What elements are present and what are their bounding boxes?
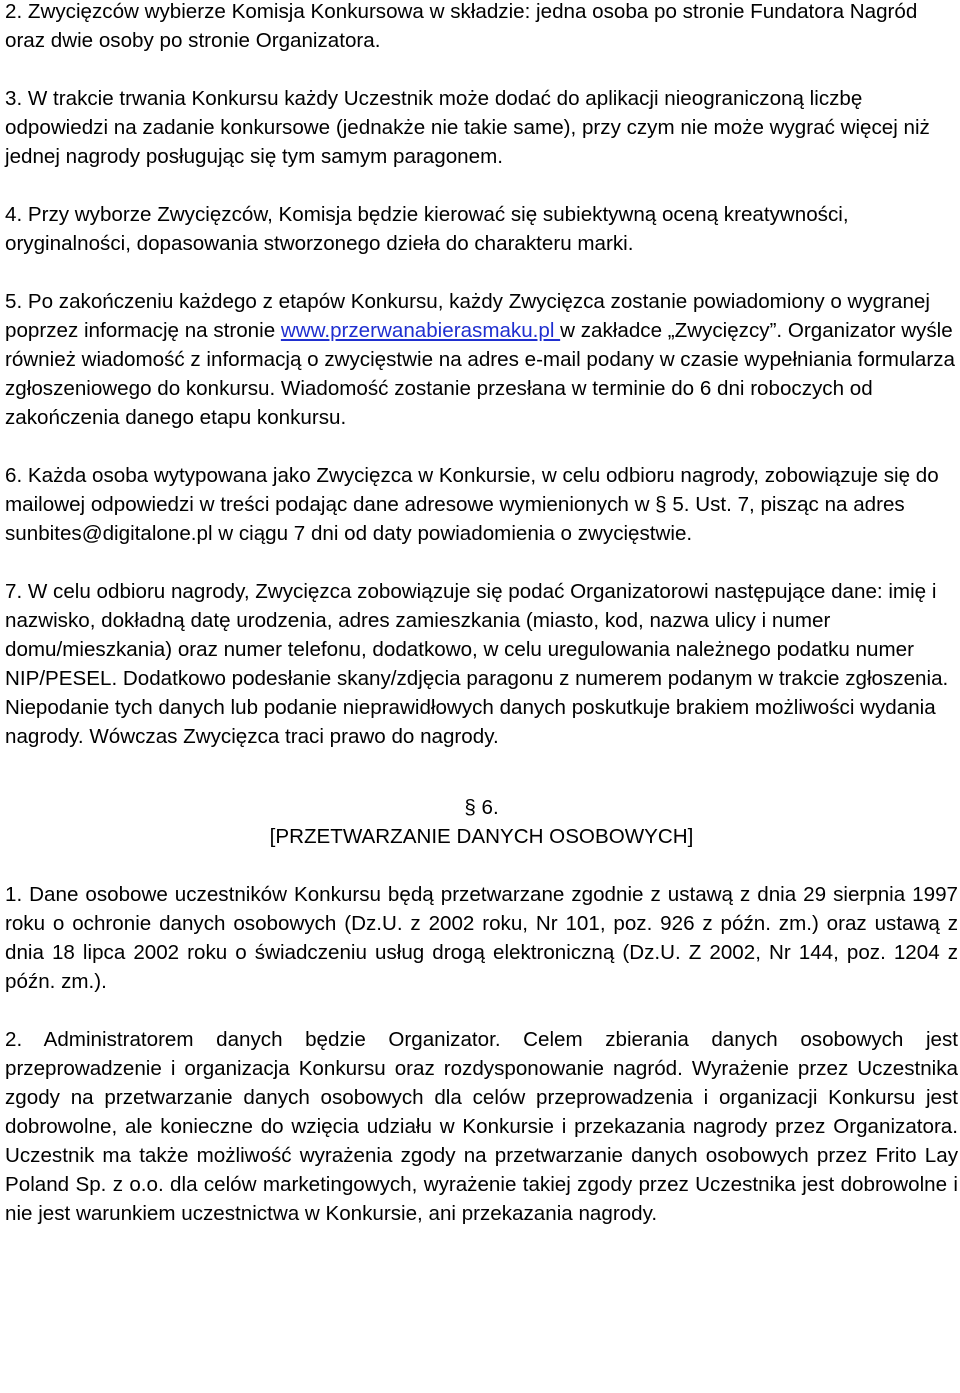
section-heading — [5, 793, 958, 851]
section-6-paragraph-2: 2. Administratorem danych będzie Organizator. Celem zbierania danych osobowych jest przeprowadzenie i organizacja Konkursu oraz rozdysponowanie nagród. Wyrażenie przez Uczestnika zgody na przetwarzanie danych osobowych dla celów przeprowadzenia i organizacji Konkursu jest dobrowolne, ale konieczne do wzięcia udziału w Konkursie i przekazania nagrody przez Organizatora. Uczestnik ma także możliwość wyrażenia zgody na przetwarzanie danych osobowych przez Frito Lay Poland Sp. z o.o. dla celów marketingowych, wyrażenie takiej zgody przez Uczestnika jest dobrowolne i nie jest warunkiem uczestnictwa w Konkursie, ani przekazania nagrody. — [5, 1028, 958, 1225]
paragraph-2: 2. Zwycięzców wybierze Komisja Konkursowa w składzie: jedna osoba po stronie Fundatora Nagród oraz dwie osoby po stronie Organizatora. — [5, 0, 918, 52]
paragraph-5-text-before: 5. Po zakończeniu każdego z etapów Konkursu, każdy Zwycięzca zostanie powiadomiony o wygranej poprzez informację na stronie — [5, 290, 930, 342]
paragraph-7: 7. W celu odbioru nagrody, Zwycięzca zobowiązuje się podać Organizatorowi następujące dane: imię i nazwisko, dokładną datę urodzenia, adres zamieszkania (miasto, kod, nazwa ulicy i numer domu/mieszkania) oraz numer telefonu, dodatkowo, w celu uregulowania należnego podatku numer NIP/PESEL. Dodatkowo podesłanie skany/zdjęcia paragonu z numerem podanym w trakcie zgłoszenia. Niepodanie tych danych lub podanie nieprawidłowych danych poskutkuje brakiem możliwości wydania nagrody. Wówczas Zwycięzca traci prawo do nagrody. — [5, 580, 949, 748]
paragraph-3: 3. W trakcie trwania Konkursu każdy Uczestnik może dodać do aplikacji nieograniczoną liczbę odpowiedzi na zadanie konkursowe (jednakże nie takie same), przy czym nie może wygrać więcej niż jednej nagrody posługując się tym samym paragonem. — [5, 87, 930, 168]
website-link[interactable]: www.przerwanabierasmaku.pl — [280, 319, 561, 342]
section-number: § 6. — [464, 796, 499, 819]
paragraph-5-text-after: w zakładce „Zwycięzcy”. Organizator wyśle również wiadomość z informacją o zwycięstwie na adres e-mail podany w czasie wypełniania formularza zgłoszeniowego do konkursu. Wiadomość zostanie przesłana w terminie do 6 dni roboczych od zakończenia danego etapu konkursu. — [5, 319, 955, 429]
section-6-paragraph-1: 1. Dane osobowe uczestników Konkursu będą przetwarzane zgodnie z ustawą z dnia 29 sierpnia 1997 roku o ochronie danych osobowych (Dz.U. z 2002 roku, Nr 101, poz. 926 z późn. zm.) oraz ustawą z dnia 18 lipca 2002 roku o świadczeniu usług drogą elektroniczną (Dz.U. Z 2002, Nr 144, poz. 1204 z późn. zm.). — [5, 883, 958, 993]
paragraph-5 — [5, 287, 958, 432]
paragraph-6: 6. Każda osoba wytypowana jako Zwycięzca w Konkursie, w celu odbioru nagrody, zobowiązuje się do mailowej odpowiedzi w treści podając dane adresowe wymienionych w § 5. Ust. 7, pisząc na adres sunbites@digitalone.pl w ciągu 7 dni od daty powiadomienia o zwycięstwie. — [5, 464, 939, 545]
section-title: [PRZETWARZANIE DANYCH OSOBOWYCH] — [269, 825, 694, 848]
document-page — [5, 0, 958, 1228]
paragraph-4: 4. Przy wyborze Zwycięzców, Komisja będzie kierować się subiektywną oceną kreatywności, oryginalności, dopasowania stworzonego dzieła do charakteru marki. — [5, 203, 849, 255]
